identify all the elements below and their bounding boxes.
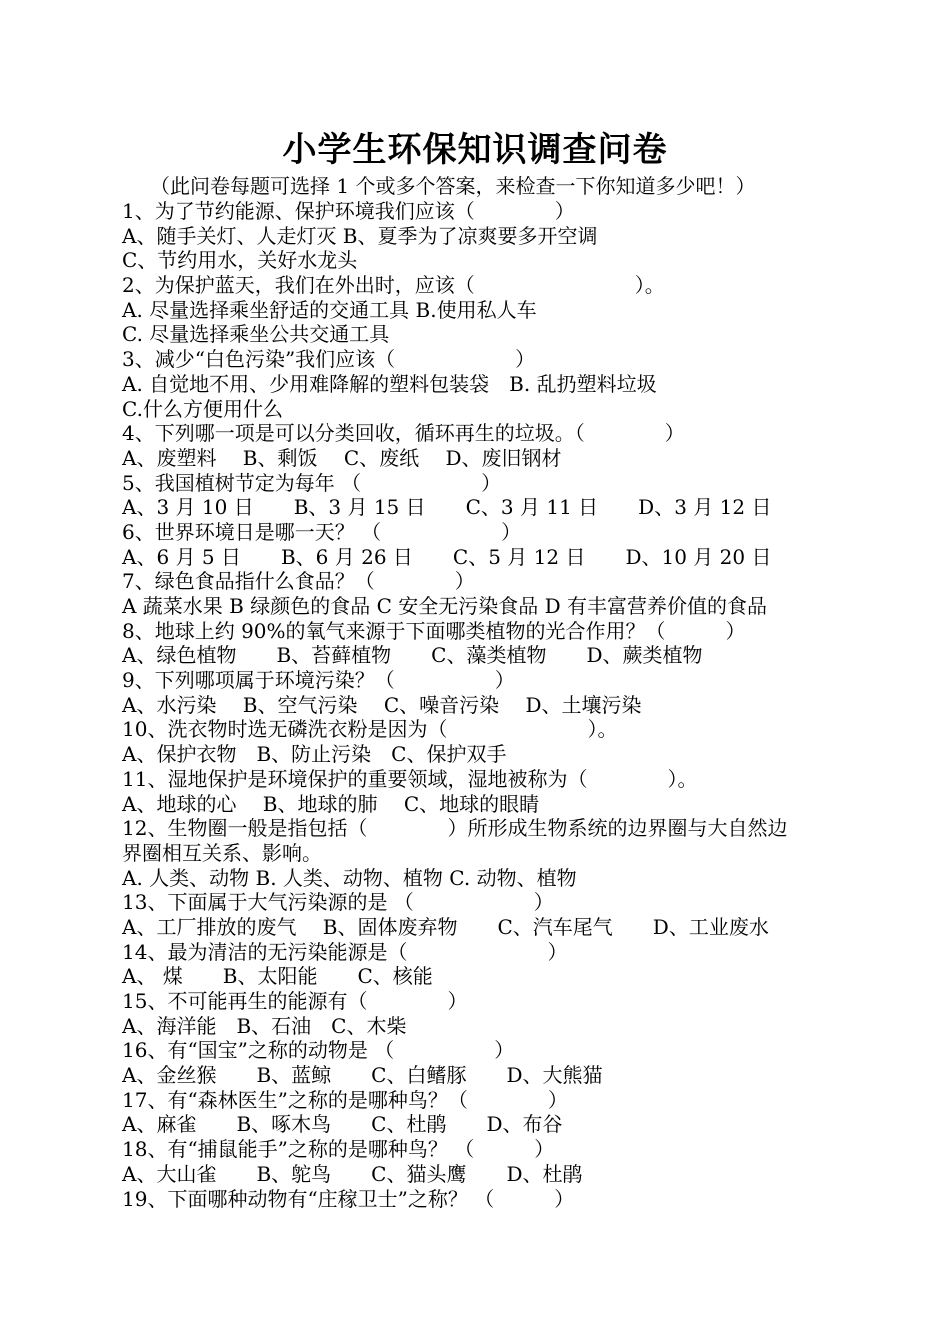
option-line: A、保护衣物 B、防止污染 C、保护双手 [122,742,507,767]
option-line: A. 自觉地不用、少用难降解的塑料包装袋 B. 乱扔塑料垃圾 [122,371,657,396]
option-line: A、随手关灯、人走灯灭 B、夏季为了凉爽要多开空调 [122,223,598,248]
intro-text: （此问卷每题可选择 1 个或多个答案，来检查一下你知道多少吧！） [150,174,756,198]
option-line: A、大山雀 B、鸵鸟 C、猫头鹰 D、杜鹃 [122,1161,583,1186]
question-line: 4、下列哪一项是可以分类回收，循环再生的垃圾。（ ） [122,421,685,446]
option-line: A、地球的心 B、地球的肺 C、地球的眼睛 [122,791,540,816]
question-line: 12、生物圈一般是指包括（ ）所形成生物系统的边界圈与大自然边 [122,816,788,841]
question-line: 2、为保护蓝天，我们在外出时，应该（ ）。 [122,273,665,298]
question-line: 18、有“捕鼠能手”之称的是哪种鸟？ （ ） [122,1137,555,1162]
option-line: A、水污染 B、空气污染 C、噪音污染 D、土壤污染 [122,692,642,717]
option-line: C.什么方便用什么 [122,396,283,421]
question-line: 16、有“国宝”之称的动物是 （ ） [122,1038,515,1063]
question-line: 9、下列哪项属于环境污染？（ ） [122,668,515,693]
option-line: A、海洋能 B、石油 C、木柴 [122,1013,407,1038]
option-line: A、 煤 B、太阳能 C、核能 [122,964,433,989]
option-line: C. 尽量选择乘坐公共交通工具 [122,322,390,347]
option-line: A. 人类、动物 B. 人类、动物、植物 C. 动物、植物 [122,865,577,890]
question-line: 1、为了节约能源、保护环境我们应该（ ） [122,199,575,223]
question-line: 17、有“森林医生”之称的是哪种鸟？（ ） [122,1087,568,1112]
question-line: 11、湿地保护是环境保护的重要领域，湿地被称为（ ）。 [122,766,698,791]
option-line: A. 尽量选择乘坐舒适的交通工具 B.使用私人车 [122,297,537,322]
question-line: 13、下面属于大气污染源的是 （ ） [122,890,554,915]
option-line: A、3 月 10 日 B、3 月 15 日 C、3 月 11 日 D、3 月 12 日 [122,495,772,520]
option-line: A、绿色植物 B、苔藓植物 C、藻类植物 D、蕨类植物 [122,643,703,668]
question-line: 15、不可能再生的能源有（ ） [122,989,468,1013]
option-line: A 蔬菜水果 B 绿颜色的食品 C 安全无污染食品 D 有丰富营养价值的食品 [122,594,767,618]
option-line: A、6 月 5 日 B、6 月 26 日 C、5 月 12 日 D、10 月 20 日 [122,544,772,569]
question-line: 19、下面哪种动物有“庄稼卫士”之称？ （ ） [122,1186,575,1211]
question-line: 5、我国植树节定为每年 （ ） [122,470,502,495]
question-list [122,199,882,1211]
option-line: A、废塑料 B、剩饭 C、废纸 D、废旧钢材 [122,445,562,470]
option-line: C、节约用水，关好水龙头 [122,248,358,273]
question-line: 6、世界环境日是哪一天？ （ ） [122,519,522,544]
option-line: A、工厂排放的废气 B、固体废弃物 C、汽车尾气 D、工业废水 [122,914,769,939]
option-line: A、金丝猴 B、蓝鲸 C、白鳍豚 D、大熊猫 [122,1063,603,1088]
question-line-continued: 界圈相互关系、影响。 [122,840,322,865]
question-line: 10、洗衣物时选无磷洗衣粉是因为（ ）。 [122,717,618,742]
option-line: A、麻雀 B、啄木鸟 C、杜鹃 D、布谷 [122,1112,563,1137]
question-line: 7、绿色食品指什么食品？（ ） [122,569,475,594]
question-line: 3、减少“白色污染”我们应该（ ） [122,347,536,372]
question-line: 8、地球上约 90%的氧气来源于下面哪类植物的光合作用？（ ） [122,618,746,643]
page-title: 小学生环保知识调查问卷 [282,130,668,170]
question-line: 14、最为清洁的无污染能源是（ ） [122,939,568,964]
